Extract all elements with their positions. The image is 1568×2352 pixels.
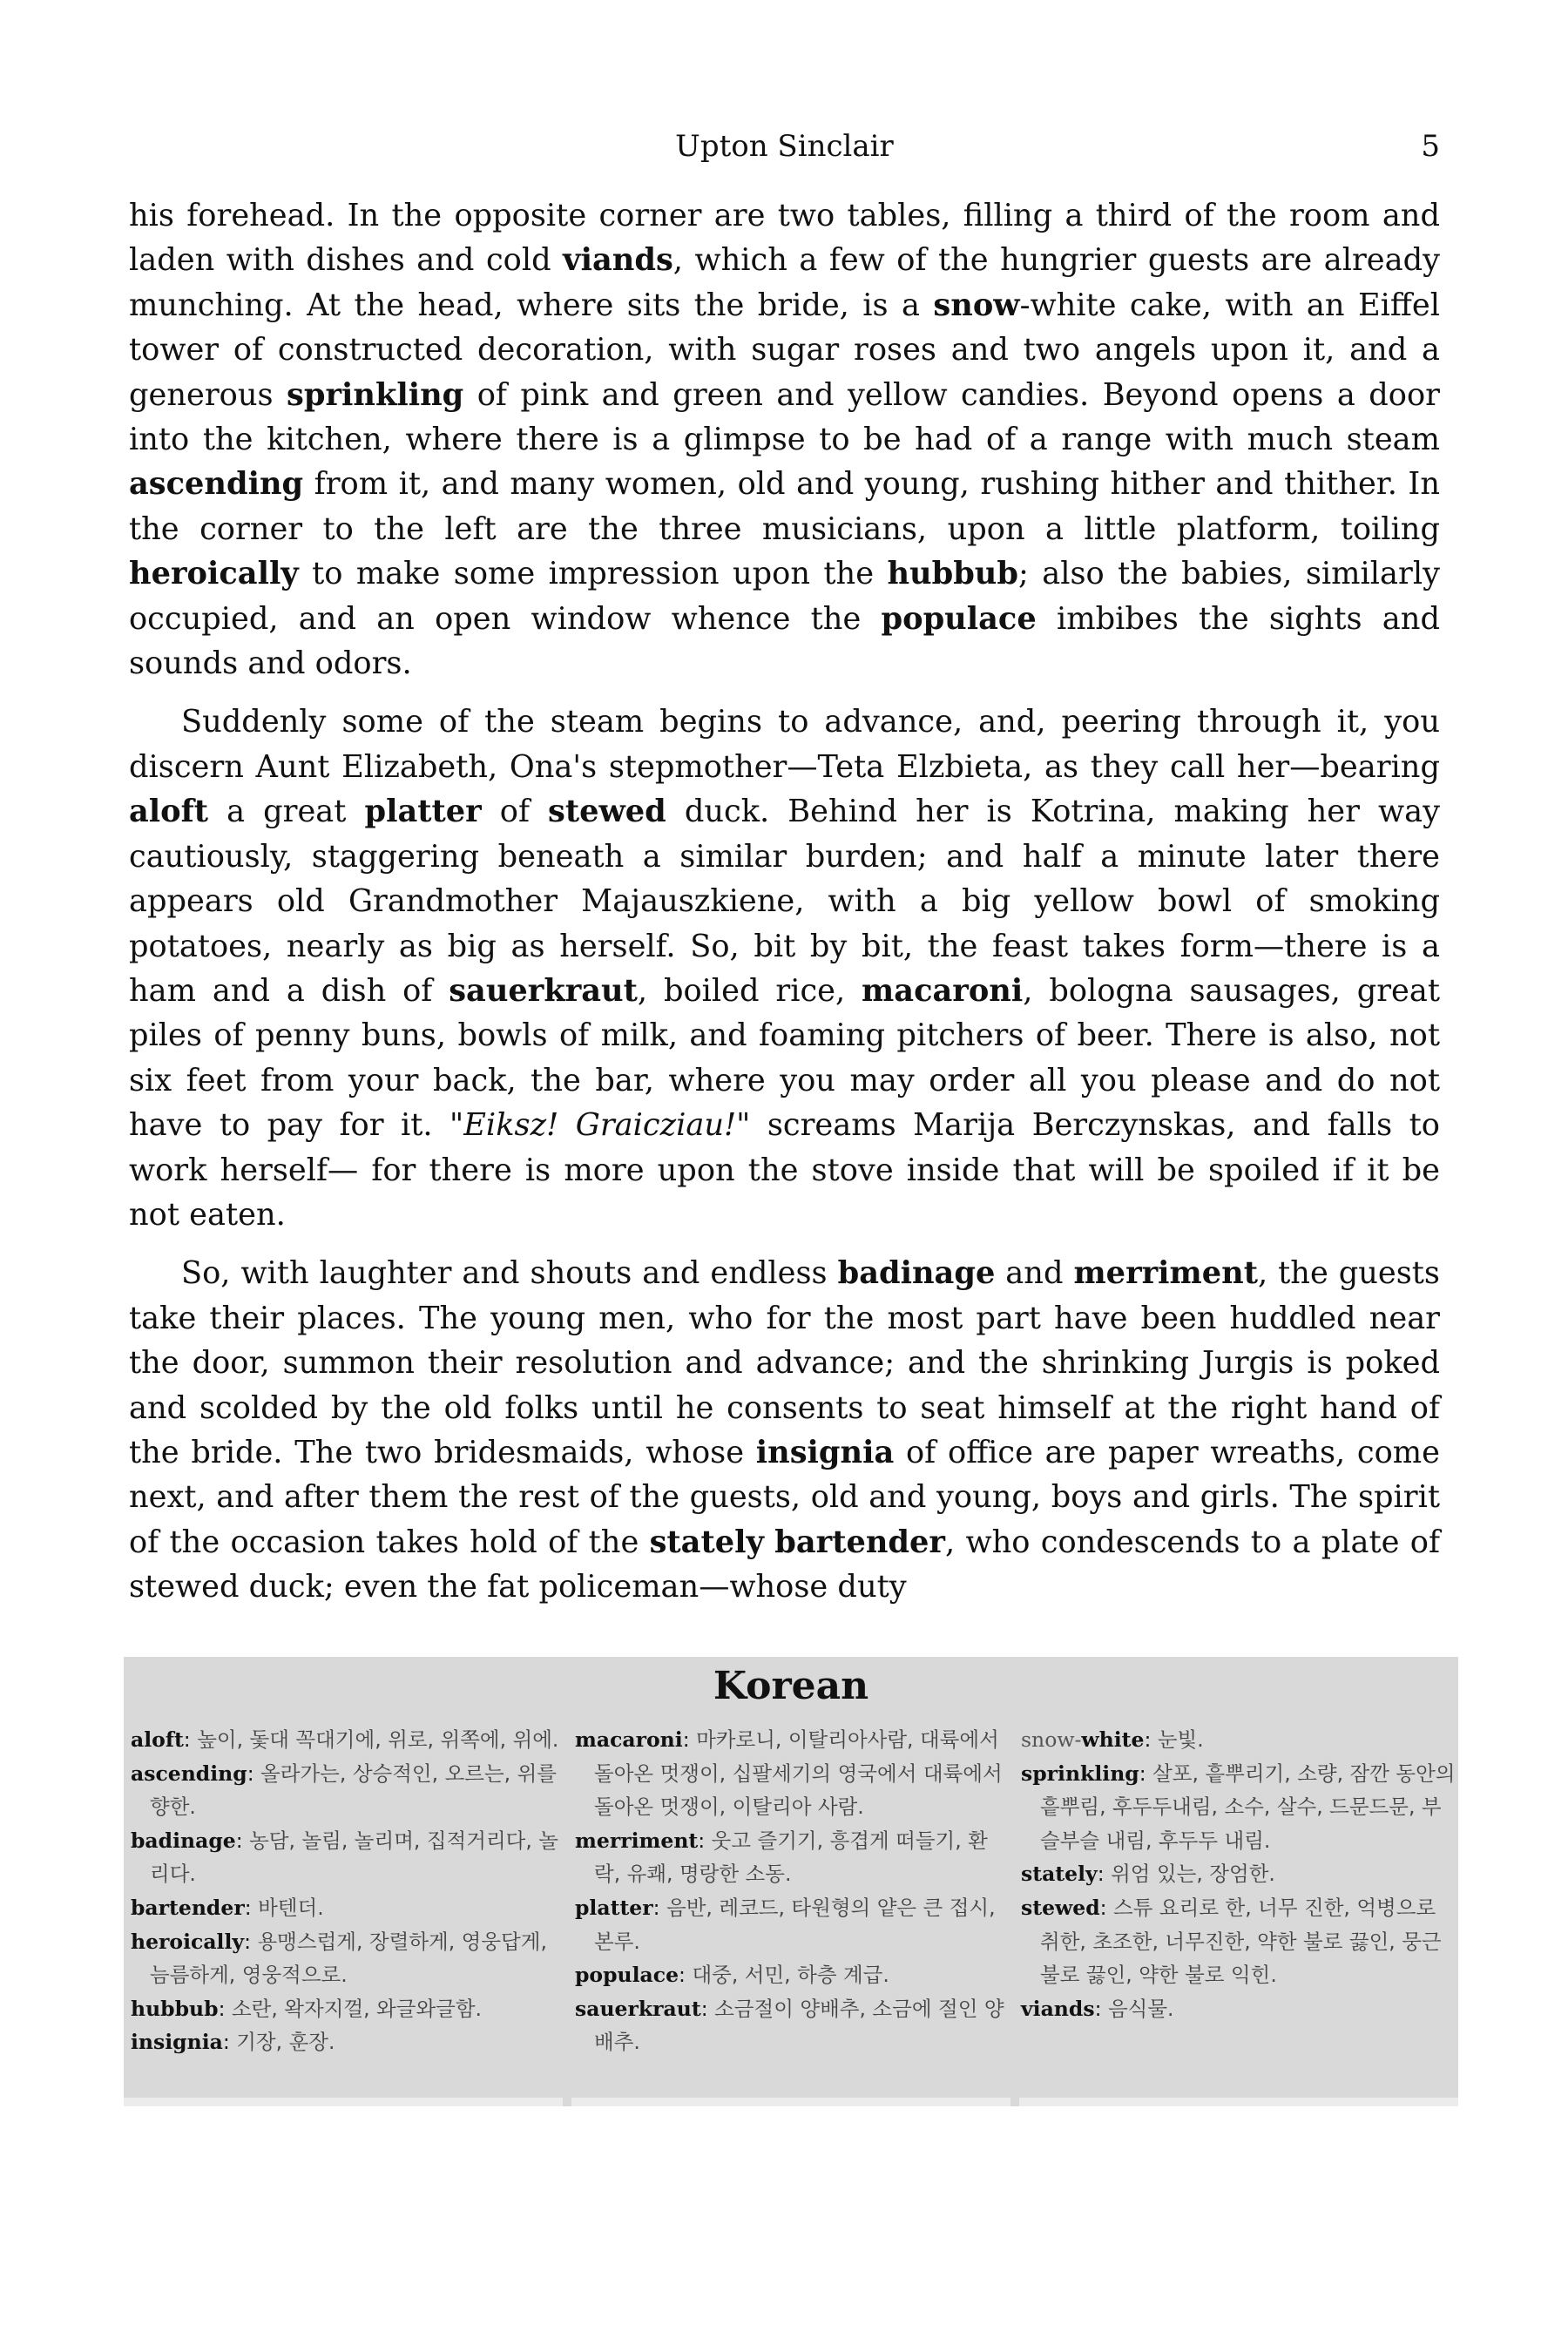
glossary-entry: [1021, 1992, 1456, 2026]
glossary-separator: :: [698, 1828, 712, 1853]
glossary-term: merriment: [575, 1828, 699, 1853]
glossary-entry: [575, 1824, 1010, 1891]
glossary-entry: [131, 1723, 566, 1757]
glossed-word: insignia: [755, 1434, 895, 1470]
glossary-separator: :: [1139, 1761, 1153, 1786]
glossary-entry: [131, 1824, 566, 1891]
glossary-footer-bar: [571, 2098, 1010, 2106]
body-text: [129, 193, 1440, 1610]
glossary-term: bartender: [131, 1895, 245, 1920]
running-header: [129, 129, 1440, 171]
glossary-column-3: [1021, 1723, 1456, 2025]
glossed-word: sauerkraut: [449, 972, 638, 1009]
text-run: and: [995, 1255, 1074, 1292]
glossary-separator: :: [183, 1727, 198, 1752]
glossary-definition: 올라가는, 상승적인, 오르는, 위를 향한.: [150, 1761, 558, 1820]
glossary-term-prefix: snow-: [1021, 1727, 1082, 1752]
paragraph-3: [129, 1251, 1440, 1609]
text-run: -white cake, with an Eiffel tower of constructed decoration, with sugar roses and two angels upon it, and a generous: [129, 287, 1440, 413]
glossary-term: populace: [575, 1963, 679, 1988]
glossary-term: insignia: [131, 2030, 223, 2055]
glossary-term: viands: [1021, 1996, 1095, 2021]
glossary-term: platter: [575, 1895, 653, 1920]
glossed-word: stately: [649, 1524, 764, 1560]
glossary-term: macaroni: [575, 1727, 683, 1752]
text-run: of pink and green and yellow candies. Beyond opens a door into the kitchen, where there is a glimpse to be had of a range with much steam: [129, 376, 1440, 458]
glossary-definition: 대중, 서민, 하층 계급.: [692, 1963, 889, 1988]
glossary-definition: 소란, 왁자지껄, 와글와글함.: [231, 1996, 483, 2021]
glossary-entry: [1021, 1857, 1456, 1891]
text-run: his forehead. In the opposite corner are two tables, filling a third of the room and laden with dishes and cold: [129, 198, 1440, 279]
glossed-word: hubbub: [887, 556, 1018, 592]
glossary-separator: :: [244, 1895, 259, 1920]
text-run: from it, and many women, old and young, rushing hither and thither. In the corner to the left are the three musicians, upon a little platform, toiling: [129, 466, 1440, 547]
text-run: of: [481, 794, 549, 830]
glossary-column-1: [131, 1723, 566, 2059]
glossary-definition: 소금절이 양배추, 소금에 절인 양배추.: [594, 1996, 1004, 2055]
glossary-definition: 높이, 돛대 꼭대기에, 위로, 위쪽에, 위에.: [197, 1727, 559, 1752]
glossary-term: badinage: [131, 1828, 236, 1853]
text-run: of office are paper wreaths, come next, and after them the rest of the guests, old and young, boys and girls. The spirit of the occasion takes hold of the: [129, 1434, 1440, 1560]
glossed-word: badinage: [837, 1255, 996, 1292]
text-run: , boiled rice,: [637, 972, 862, 1009]
glossary-entry: [131, 1925, 566, 1992]
glossary-definition: 살포, 흩뿌리기, 소량, 잠깐 동안의 흩뿌림, 후두두내림, 소수, 살수, 드문드문, 부슬부슬 내림, 후두두 내림.: [1040, 1761, 1456, 1853]
text-run: , the guests take their places. The young men, who for the most part have been huddled near the door, summon their resolution and advance; and the shrinking Jurgis is poked and scolded by the old folks until he consents to seat himself at the right hand of the bride. The two bridesmaids, whose: [129, 1255, 1440, 1470]
glossed-word: merriment: [1073, 1255, 1258, 1292]
glossary-entry: [1021, 1891, 1456, 1992]
glossed-word: platter: [364, 794, 482, 830]
glossary-definition: 마카로니, 이탈리아사람, 대륙에서 돌아온 멋쟁이, 십팔세기의 영국에서 대륙에서 돌아온 멋쟁이, 이탈리아 사람.: [594, 1727, 1003, 1820]
glossary-definition: 음반, 레코드, 타원형의 얕은 큰 접시, 본루.: [594, 1895, 996, 1954]
glossary-separator: :: [1094, 1996, 1108, 2021]
glossary-separator: :: [679, 1963, 693, 1988]
glossary-term: white: [1081, 1727, 1145, 1752]
glossary-definition: 농담, 놀림, 놀리며, 집적거리다, 놀리다.: [150, 1828, 558, 1887]
text-run: Suddenly some of the steam begins to advance, and, peering through it, you discern Aunt Elizabeth, Ona's stepmother—Teta Elzbieta, as they call her—bearing: [129, 704, 1440, 785]
glossary-entry: [131, 1891, 566, 1925]
text-run: [764, 1524, 774, 1560]
text-run: ; also the babies, similarly occupied, and an open window whence the: [129, 556, 1440, 637]
italic-text: Eiksz! Graicziau!: [463, 1107, 737, 1144]
glossary-separator: :: [652, 1895, 667, 1920]
glossed-word: snow: [933, 287, 1020, 323]
paragraph-1: [129, 193, 1440, 686]
glossary-definition: 눈빛.: [1157, 1727, 1204, 1752]
glossary-separator: :: [222, 2030, 237, 2055]
glossary-term: heroically: [131, 1929, 245, 1954]
text-run: , who condescends to a plate of stewed duck; even the fat policeman—whose duty: [129, 1524, 1440, 1605]
paragraph-2: [129, 700, 1440, 1237]
glossary-term: ascending: [131, 1761, 247, 1786]
glossary-separator: :: [1099, 1895, 1114, 1920]
text-run: , which a few of the hungrier guests are already munching. At the head, where sits the bride, is a: [129, 242, 1441, 323]
korean-glossary-box: [124, 1657, 1458, 2106]
glossed-word: populace: [881, 600, 1037, 637]
glossary-entry: [1021, 1757, 1456, 1858]
glossary-entry: [1021, 1723, 1456, 1757]
glossary-separator: :: [247, 1761, 261, 1786]
glossary-term: aloft: [131, 1727, 184, 1752]
glossary-entry: [575, 1958, 1010, 1992]
glossed-word: viands: [563, 242, 673, 279]
glossary-separator: :: [1097, 1862, 1112, 1887]
glossed-word: sprinkling: [287, 376, 464, 413]
glossary-term: sprinkling: [1021, 1761, 1139, 1786]
glossary-definition: 스튜 요리로 한, 너무 진한, 억병으로 취한, 초조한, 너무진한, 약한 불로 끓인, 뭉근불로 끓인, 약한 불로 익힌.: [1040, 1895, 1442, 1988]
glossed-word: heroically: [129, 556, 299, 592]
glossary-separator: :: [218, 1996, 232, 2021]
glossary-definition: 용맹스럽게, 장렬하게, 영웅답게, 늠름하게, 영웅적으로.: [150, 1929, 547, 1988]
glossary-entry: [575, 1891, 1010, 1958]
text-run: duck. Behind her is Kotrina, making her way cautiously, staggering beneath a similar burden; and half a minute later there appears old Grandmother Majauszkiene, with a big yellow bowl of smoking potatoes, nearly as big as herself. So, bit by bit, the feast takes form—there is a ham and a dish of: [129, 794, 1440, 1009]
glossary-separator: :: [244, 1929, 258, 1954]
text-run: " screams Marija Berczynskas, and falls to work herself— for there is more upon the stove inside that will be spoiled if it be not eaten.: [129, 1107, 1440, 1233]
glossary-separator: :: [1144, 1727, 1158, 1752]
glossary-term: stewed: [1021, 1895, 1100, 1920]
glossed-word: macaroni: [862, 972, 1024, 1009]
glossary-term: stately: [1021, 1862, 1098, 1887]
glossary-entry: [575, 1992, 1010, 2059]
text-run: , bologna sausages, great piles of penny buns, bowls of milk, and foaming pitchers of beer. There is also, not six feet from your back, the bar, where you may order all you please and do not have to pay for it. ": [129, 972, 1440, 1144]
glossary-definition: 웃고 즐기기, 흥겹게 떠들기, 환락, 유쾌, 명랑한 소동.: [594, 1828, 988, 1887]
text-run: a great: [208, 794, 365, 830]
glossary-separator: :: [235, 1828, 250, 1853]
glossary-definition: 바텐더.: [258, 1895, 324, 1920]
text-run: to make some impression upon the: [298, 556, 888, 592]
glossed-word: aloft: [129, 794, 209, 830]
text-run: imbibes the sights and sounds and odors.: [129, 600, 1440, 682]
glossed-word: bartender: [774, 1524, 945, 1560]
glossed-word: ascending: [129, 466, 304, 503]
text-run: So, with laughter and shouts and endless: [181, 1255, 838, 1292]
header-author: Upton Sinclair: [675, 129, 894, 164]
glossed-word: stewed: [548, 794, 666, 830]
glossary-entry: [575, 1723, 1010, 1824]
glossary-separator: :: [700, 1996, 715, 2021]
glossary-footer-bar: [124, 2098, 563, 2106]
glossary-footer-bar: [1019, 2098, 1458, 2106]
glossary-column-2: [575, 1723, 1010, 2059]
glossary-definition: 음식물.: [1107, 1996, 1174, 2021]
glossary-entry: [131, 1757, 566, 1824]
glossary-separator: :: [682, 1727, 697, 1752]
glossary-term: sauerkraut: [575, 1996, 701, 2021]
page-number: 5: [1421, 129, 1440, 164]
glossary-entry: [131, 1992, 566, 2026]
glossary-entry: [131, 2025, 566, 2059]
glossary-definition: 기장, 훈장.: [236, 2030, 335, 2055]
glossary-definition: 위엄 있는, 장엄한.: [1111, 1862, 1275, 1887]
glossary-title: Korean: [713, 1664, 869, 1708]
glossary-term: hubbub: [131, 1996, 219, 2021]
